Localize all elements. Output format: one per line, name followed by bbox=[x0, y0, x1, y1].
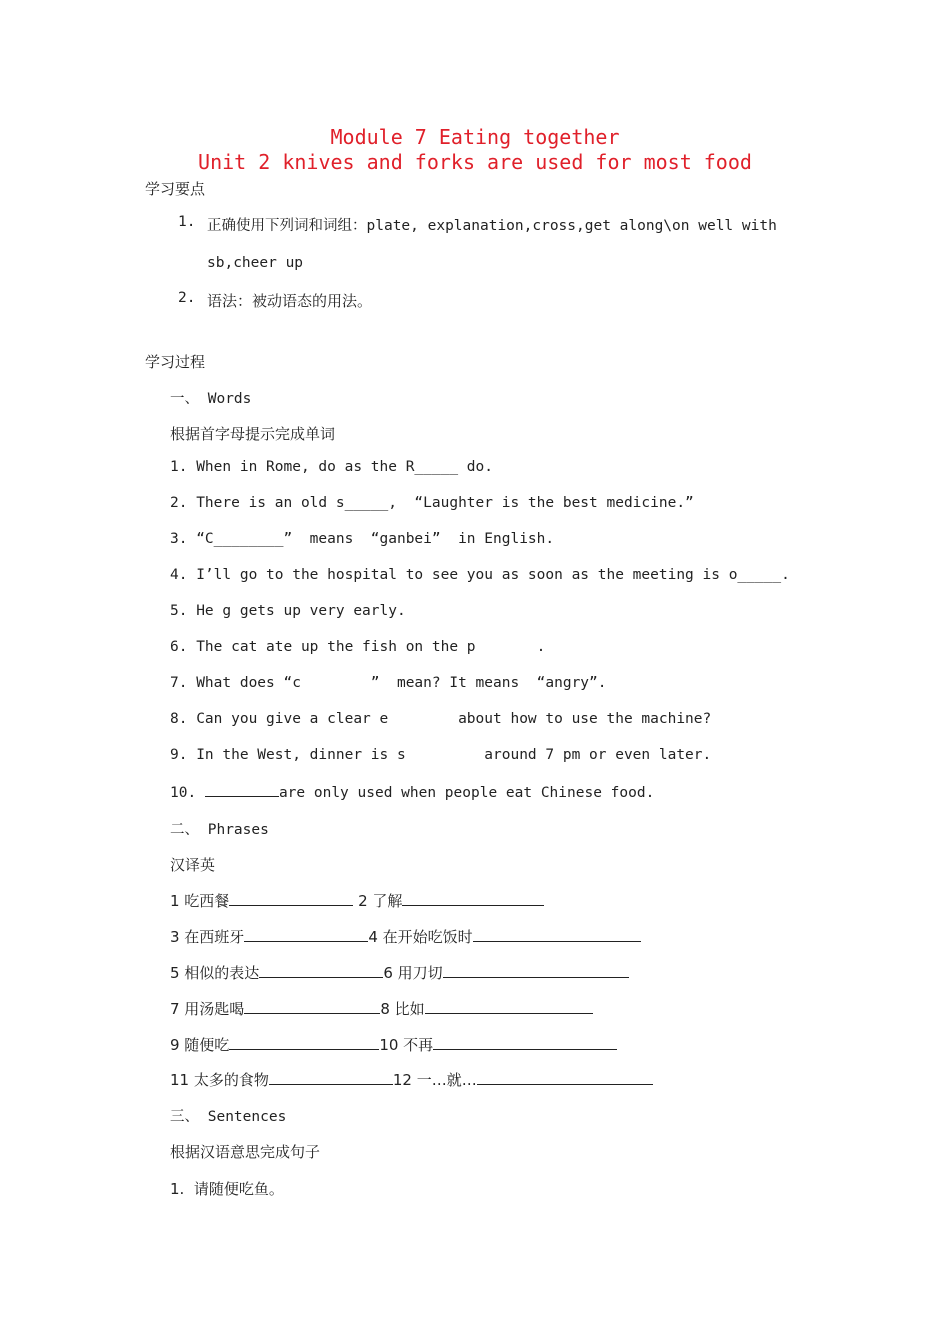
answer-blank[interactable] bbox=[229, 891, 353, 906]
word-item-1: 1. When in Rome, do as the R_____ do. bbox=[170, 459, 494, 475]
phrases-instruction: 汉译英 bbox=[170, 856, 216, 874]
phrase-row bbox=[170, 998, 593, 1019]
answer-blank[interactable] bbox=[229, 1035, 379, 1050]
phrase-label: 4 在开始吃饭时 bbox=[368, 928, 473, 946]
answer-blank[interactable] bbox=[443, 963, 629, 978]
answer-blank[interactable] bbox=[473, 927, 641, 942]
word-item-10-number: 10. bbox=[170, 785, 197, 801]
objective-1-number: 1. bbox=[178, 214, 196, 230]
phrase-label: 12 一…就… bbox=[392, 1071, 477, 1089]
phrase-row bbox=[170, 1069, 653, 1090]
process-heading: 学习过程 bbox=[145, 353, 206, 371]
objective-1-text: 正确使用下列词和词组：plate, explanation,cross,get along\on well with bbox=[207, 218, 777, 234]
word-item-10-text: are only used when people eat Chinese food. bbox=[278, 785, 655, 801]
word-item-4: 4. I’ll go to the hospital to see you as soon as the meeting is o_____. bbox=[170, 567, 790, 583]
objective-2-text: 语法：被动语态的用法。 bbox=[207, 292, 373, 310]
answer-blank[interactable] bbox=[244, 999, 380, 1014]
words-heading: 一、 Words bbox=[170, 391, 252, 407]
phrase-label: 10 不再 bbox=[379, 1036, 434, 1054]
phrase-label: 2 了解 bbox=[358, 892, 403, 910]
phrases-heading: 二、 Phrases bbox=[170, 822, 269, 838]
answer-blank[interactable] bbox=[425, 999, 593, 1014]
phrase-row bbox=[170, 926, 641, 947]
phrase-label: 8 比如 bbox=[380, 1000, 425, 1018]
module-title: Module 7 Eating together bbox=[330, 125, 620, 149]
words-instruction: 根据首字母提示完成单词 bbox=[170, 425, 336, 443]
word-item-3: 3. “C________” means “ganbei” in English. bbox=[170, 531, 555, 547]
answer-blank[interactable] bbox=[402, 891, 544, 906]
answer-blank[interactable] bbox=[433, 1035, 617, 1050]
word-item-10 bbox=[170, 782, 654, 801]
phrase-label: 7 用汤匙喝 bbox=[170, 1000, 245, 1018]
word-item-5: 5. He g gets up very early. bbox=[170, 603, 406, 619]
sentence-item-1: 1. 请随便吃鱼。 bbox=[170, 1180, 284, 1198]
word-item-6: 6. The cat ate up the fish on the p . bbox=[170, 639, 546, 655]
phrase-label: 3 在西班牙 bbox=[170, 928, 245, 946]
phrase-row bbox=[170, 890, 544, 911]
phrase-row bbox=[170, 962, 629, 983]
objective-1-text-cont: sb,cheer up bbox=[207, 255, 304, 271]
word-item-7: 7. What does “c ” mean? It means “angry”. bbox=[170, 675, 607, 691]
objectives-heading: 学习要点 bbox=[145, 180, 206, 198]
unit-title: Unit 2 knives and forks are used for most food bbox=[198, 150, 752, 174]
objective-2-number: 2. bbox=[178, 290, 196, 306]
phrase-label: 6 用刀切 bbox=[383, 964, 443, 982]
answer-blank[interactable] bbox=[269, 1070, 393, 1085]
answer-blank[interactable] bbox=[259, 963, 383, 978]
phrase-row bbox=[170, 1034, 617, 1055]
answer-blank[interactable] bbox=[205, 782, 279, 797]
sentences-heading: 三、 Sentences bbox=[170, 1109, 287, 1125]
word-item-2: 2. There is an old s_____, “Laughter is the best medicine.” bbox=[170, 495, 694, 511]
answer-blank[interactable] bbox=[244, 927, 368, 942]
phrase-label: 11 太多的食物 bbox=[170, 1071, 269, 1089]
phrase-label: 5 相似的表达 bbox=[170, 964, 260, 982]
word-item-9: 9. In the West, dinner is s around 7 pm or even later. bbox=[170, 747, 712, 763]
word-item-8: 8. Can you give a clear e about how to use the machine? bbox=[170, 711, 712, 727]
phrase-label: 1 吃西餐 bbox=[170, 892, 230, 910]
sentences-instruction: 根据汉语意思完成句子 bbox=[170, 1143, 321, 1161]
answer-blank[interactable] bbox=[477, 1070, 653, 1085]
phrase-label: 9 随便吃 bbox=[170, 1036, 230, 1054]
